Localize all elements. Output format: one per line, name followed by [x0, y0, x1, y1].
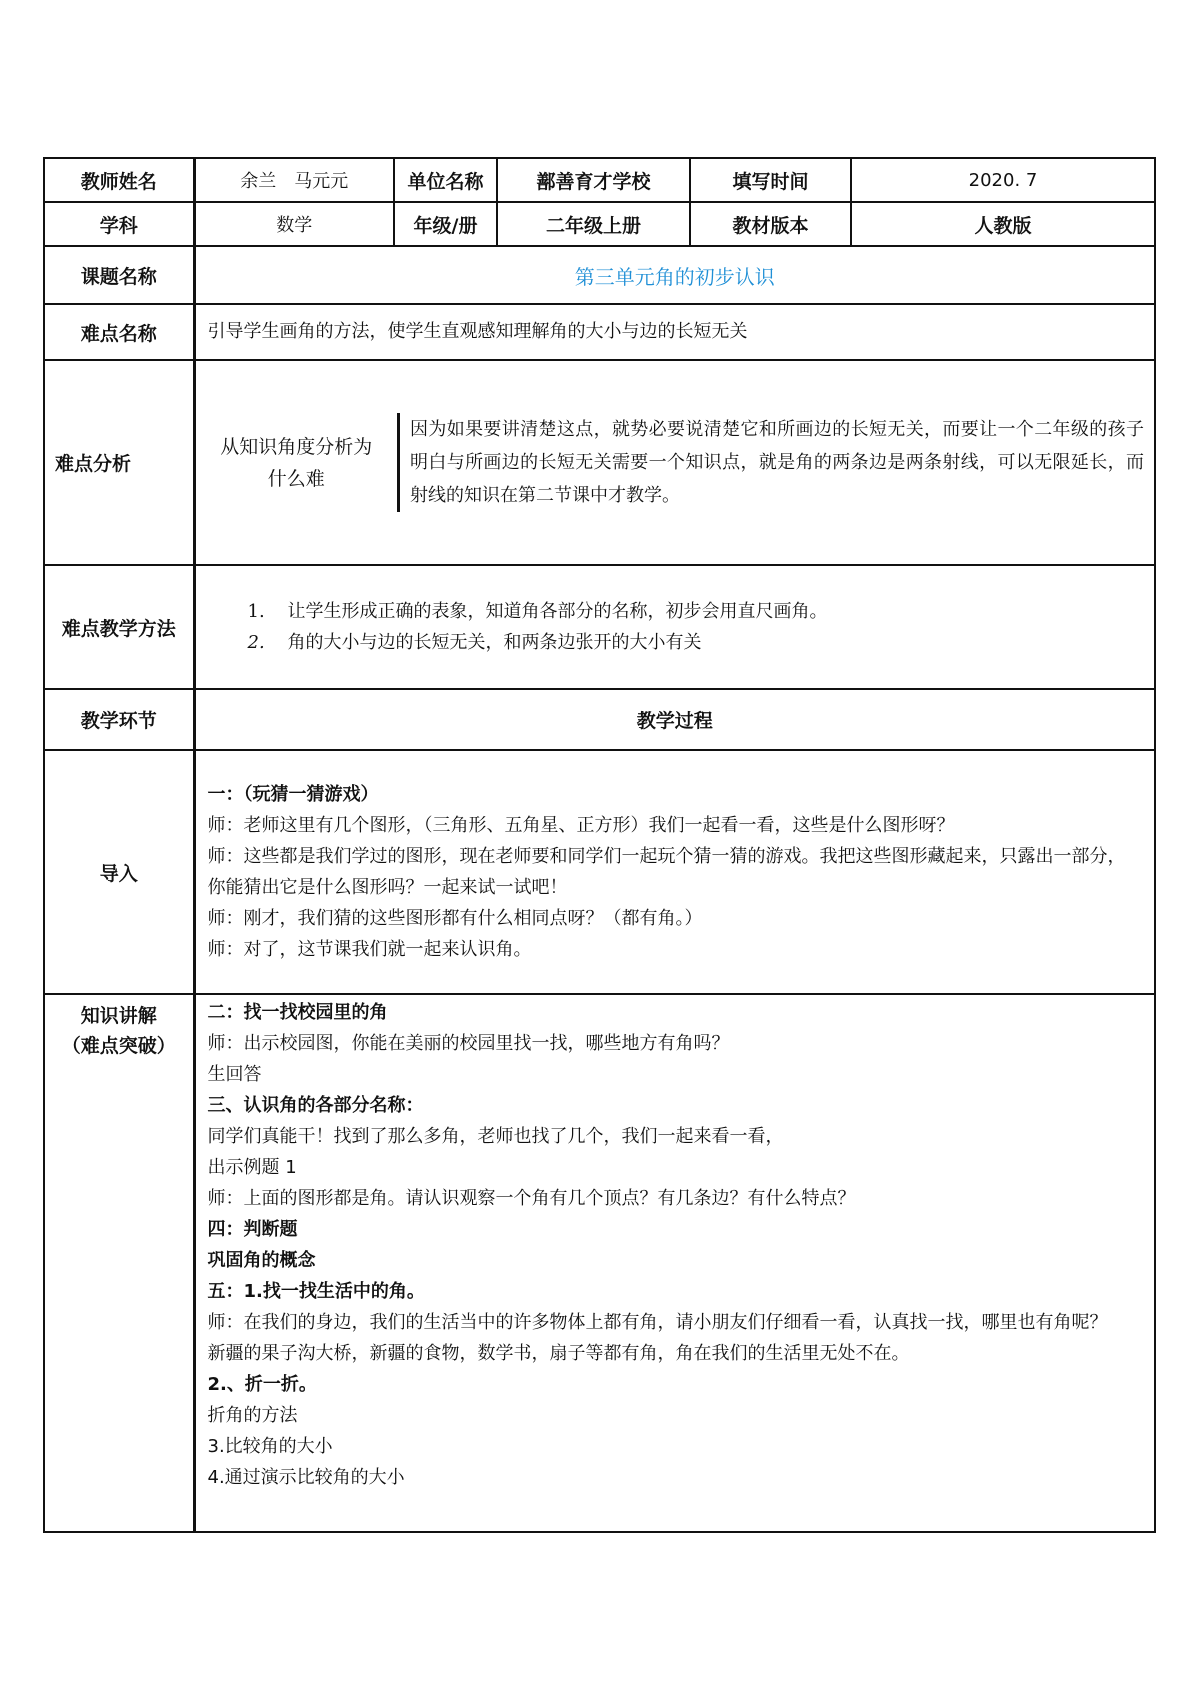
knowledge-line: 三、认识角的各部分名称： — [207, 1095, 424, 1116]
knowledge-label-line1: 知识讲解 — [80, 1005, 157, 1027]
subject-label: 学科 — [44, 202, 194, 246]
process-header: 教学过程 — [194, 689, 1155, 750]
analysis-label: 难点分析 — [44, 360, 194, 565]
topic-row — [44, 246, 1155, 304]
knowledge-row — [44, 994, 1155, 1532]
analysis-nested — [196, 413, 1155, 512]
method-text: 让学生形成正确的表象，知道角各部分的名称，初步会用直尺画角。 — [287, 601, 828, 622]
knowledge-line: 二：找一找校园里的角 — [207, 1002, 388, 1023]
grade-label: 年级/册 — [394, 202, 497, 246]
teacher-name-label: 教师姓名 — [44, 158, 194, 202]
header-row-2 — [44, 202, 1155, 246]
intro-label: 导入 — [44, 750, 194, 994]
knowledge-label-line2: （难点突破） — [61, 1035, 176, 1057]
difficulty-row — [44, 304, 1155, 360]
intro-row — [44, 750, 1155, 994]
knowledge-line: 巩固角的概念 — [207, 1250, 316, 1271]
knowledge-line: 五：1.找一找生活中的角。 — [207, 1281, 425, 1302]
intro-content — [194, 750, 1155, 994]
knowledge-line: 师：出示校园图，你能在美丽的校园里找一找，哪些地方有角吗？ — [207, 1033, 730, 1054]
difficulty-label: 难点名称 — [44, 304, 194, 360]
analysis-sub-label: 从知识角度分析为什么难 — [196, 413, 399, 512]
method-number: 1. — [247, 601, 265, 622]
topic-label: 课题名称 — [44, 246, 194, 304]
unit-name-label: 单位名称 — [394, 158, 497, 202]
edition-label: 教材版本 — [690, 202, 851, 246]
stage-header: 教学环节 — [44, 689, 194, 750]
subject-value: 数学 — [194, 202, 394, 246]
intro-line: 一：（玩猜一猜游戏） — [207, 784, 379, 805]
method-item — [196, 627, 1155, 658]
methods-label: 难点教学方法 — [44, 565, 194, 689]
knowledge-line: 师：上面的图形都是角。请认识观察一个角有几个顶点？有几条边？有什么特点？ — [207, 1188, 856, 1209]
intro-line: 师：老师这里有几个图形，（三角形、五角星、正方形）我们一起看一看，这些是什么图形呀？ — [207, 815, 955, 836]
topic-value: 第三单元角的初步认识 — [194, 246, 1155, 304]
analysis-row — [44, 360, 1155, 565]
analysis-cell — [194, 360, 1155, 565]
knowledge-line: 出示例题 1 — [207, 1157, 297, 1178]
intro-line: 师：刚才，我们猜的这些图形都有什么相同点呀？（都有角。） — [207, 908, 703, 929]
fill-time-label: 填写时间 — [690, 158, 851, 202]
knowledge-label — [44, 994, 194, 1532]
method-text: 角的大小与边的长短无关，和两条边张开的大小有关 — [287, 632, 702, 653]
teacher-name-value: 余兰 马元元 — [194, 158, 394, 202]
knowledge-line: 师：在我们的身边，我们的生活当中的许多物体上都有角，请小朋友们仔细看一看，认真找一找，哪里也有角呢？ — [207, 1312, 1108, 1333]
process-header-row — [44, 689, 1155, 750]
method-item — [196, 596, 1155, 627]
knowledge-line: 生回答 — [207, 1064, 262, 1085]
fill-time-value: 2020. 7 — [851, 158, 1155, 202]
analysis-text: 因为如果要讲清楚这点，就势必要说清楚它和所画边的长短无关，而要让一个二年级的孩子明白与所画边的长短无关需要一个知识点，就是角的两条边是两条射线，可以无限延长，而射线的知识在第二节课中才教学。 — [410, 419, 1144, 506]
knowledge-line: 折角的方法 — [207, 1405, 298, 1426]
lesson-plan-table — [43, 157, 1156, 1533]
knowledge-line: 同学们真能干！找到了那么多角，老师也找了几个，我们一起来看一看， — [207, 1126, 784, 1147]
knowledge-line: 2.、折一折。 — [207, 1374, 317, 1395]
edition-value: 人教版 — [851, 202, 1155, 246]
unit-name-value: 鄯善育才学校 — [497, 158, 690, 202]
knowledge-line: 新疆的果子沟大桥，新疆的食物，数学书，扇子等都有角，角在我们的生活里无处不在。 — [207, 1343, 910, 1364]
intro-line: 师：这些都是我们学过的图形，现在老师要和同学们一起玩个猜一猜的游戏。我把这些图形藏起来，只露出一部分，你能猜出它是什么图形吗？一起来试一试吧！ — [207, 846, 1126, 898]
knowledge-line: 四：判断题 — [207, 1219, 298, 1240]
knowledge-line: 4.通过演示比较角的大小 — [207, 1467, 405, 1488]
intro-line: 师：对了，这节课我们就一起来认识角。 — [207, 939, 532, 960]
grade-value: 二年级上册 — [497, 202, 690, 246]
methods-row — [44, 565, 1155, 689]
methods-list — [196, 596, 1155, 658]
knowledge-line: 3.比较角的大小 — [207, 1436, 333, 1457]
methods-cell — [194, 565, 1155, 689]
knowledge-content — [194, 994, 1155, 1532]
header-row-1 — [44, 158, 1155, 202]
method-number: 2. — [247, 632, 265, 653]
difficulty-value: 引导学生画角的方法，使学生直观感知理解角的大小与边的长短无关 — [194, 304, 1155, 360]
